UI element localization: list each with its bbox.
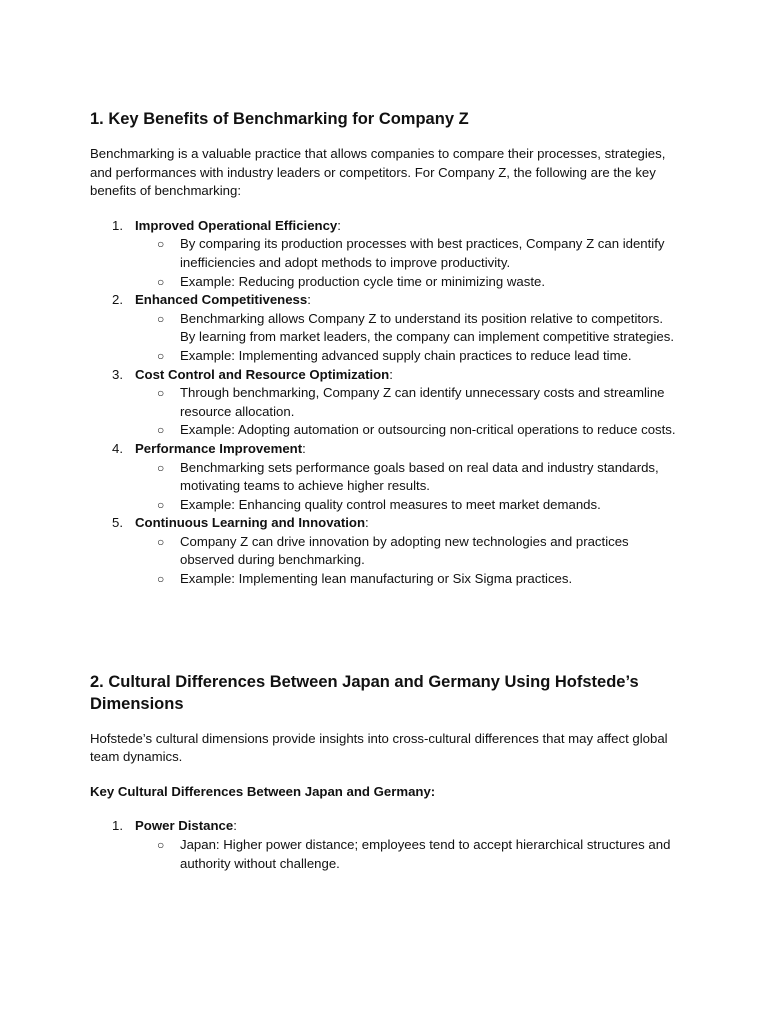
title-colon: : [302,440,306,456]
sub-list-text: Japan: Higher power distance; employees tend to accept hierarchical structures and authority without challenge. [180,837,671,871]
title-colon: : [389,366,393,382]
sub-list [135,533,680,589]
circle-bullet-icon: ○ [157,311,165,326]
sub-list-item [135,496,680,515]
section-benchmarking [90,108,680,589]
title-colon: : [233,818,237,834]
sub-list-item [135,836,680,873]
list-item [90,291,680,365]
circle-bullet-icon: ○ [157,274,165,289]
circle-bullet-icon: ○ [157,497,165,512]
list-item [90,817,680,873]
list-item [90,440,680,514]
list-item [90,514,680,588]
sub-list-item [135,459,680,496]
document-content [90,108,680,873]
circle-bullet-icon: ○ [157,423,165,438]
sub-list-text: Benchmarking sets performance goals based on real data and industry standards, motivating teams to achieve higher results. [180,459,659,494]
sub-list-text: Example: Enhancing quality control measures to meet market demands. [180,496,601,512]
list-item [90,217,680,291]
title-colon: : [307,292,311,308]
circle-bullet-icon: ○ [157,460,165,475]
sub-list-item [135,533,680,570]
sub-list [135,459,680,515]
sub-list-text: Example: Adopting automation or outsourcing non-critical operations to reduce costs. [180,422,676,438]
sub-list-item [135,384,680,421]
circle-bullet-icon: ○ [157,534,165,549]
list-item-title: Improved Operational Efficiency [135,217,338,233]
section-cultural-differences [90,671,680,874]
sub-list-text: Through benchmarking, Company Z can identify unnecessary costs and streamline resource allocation. [180,385,665,419]
section-intro: Hofstede’s cultural dimensions provide insights into cross-cultural differences that may affect global team dynamics. [90,730,668,765]
sub-list [135,836,680,873]
dimensions-list [90,817,680,873]
list-item-title: Power Distance [135,818,234,834]
list-number: 1. [112,818,123,834]
list-item-title: Cost Control and Resource Optimization [135,366,390,382]
sub-list-item [135,421,680,440]
sub-list [135,235,680,291]
sub-list-item [135,235,680,272]
sub-list-item [135,347,680,366]
list-item-title: Enhanced Competitiveness [135,292,308,308]
list-number: 4. [112,440,123,456]
list-item-title: Continuous Learning and Innovation [135,515,366,531]
section-intro: Benchmarking is a valuable practice that allows companies to compare their processes, strategies, and performances with industry leaders or competitors. For Company Z, the following are the key benefits of benchmarking: [90,146,666,199]
section-heading: 1. Key Benefits of Benchmarking for Company Z [90,110,469,128]
title-colon: : [337,217,341,233]
list-number: 1. [112,217,123,233]
sub-list-text: Example: Implementing lean manufacturing or Six Sigma practices. [180,571,573,587]
list-number: 3. [112,366,123,382]
circle-bullet-icon: ○ [157,237,165,252]
sub-list-text: Benchmarking allows Company Z to understand its position relative to competitors. By learning from market leaders, the company can implement competitive strategies. [180,310,675,345]
sub-list-text: By comparing its production processes with best practices, Company Z can identify inefficiencies and adopt methods to improve productivity. [180,236,665,270]
sub-list-item [135,273,680,292]
subheading: Key Cultural Differences Between Japan and Germany: [90,783,436,799]
sub-list-text: Example: Reducing production cycle time or minimizing waste. [180,273,546,289]
list-item [90,366,680,440]
circle-bullet-icon: ○ [157,348,165,363]
sub-list-text: Company Z can drive innovation by adopting new technologies and practices observed during benchmarking. [180,533,629,568]
sub-list [135,384,680,440]
circle-bullet-icon: ○ [157,386,165,401]
section-heading: 2. Cultural Differences Between Japan and Germany Using Hofstede’s Dimensions [90,672,639,713]
circle-bullet-icon: ○ [157,838,165,853]
title-colon: : [365,515,369,531]
list-item-title: Performance Improvement [135,440,303,456]
list-number: 5. [112,515,123,531]
sub-list [135,310,680,366]
benefits-list [90,217,680,589]
sub-list-text: Example: Implementing advanced supply chain practices to reduce lead time. [180,347,632,363]
circle-bullet-icon: ○ [157,572,165,587]
sub-list-item [135,570,680,589]
sub-list-item [135,310,680,347]
list-number: 2. [112,292,123,308]
